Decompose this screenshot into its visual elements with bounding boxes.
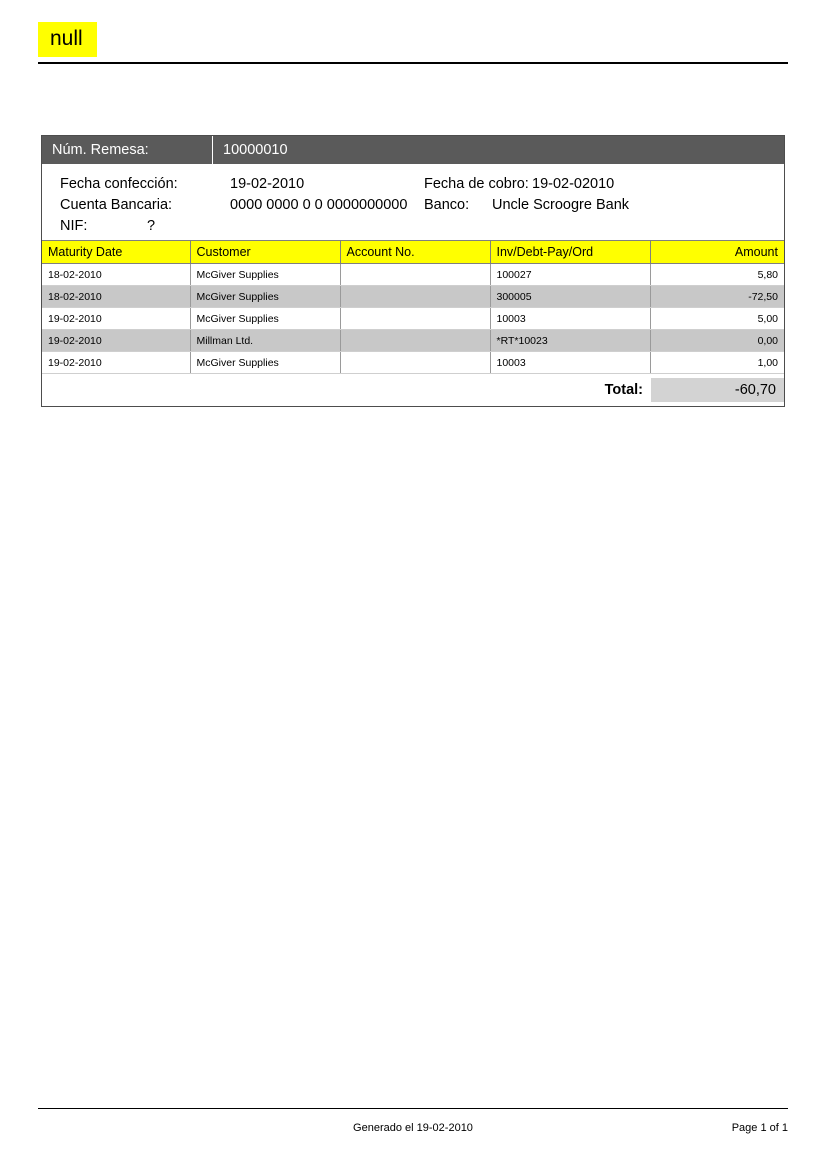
table-row: [42, 264, 784, 286]
cell-amount: -72,50: [650, 286, 784, 308]
column-header-maturity-date: Maturity Date: [42, 241, 190, 264]
page-title: null: [38, 22, 97, 57]
cell-customer: McGiver Supplies: [190, 286, 340, 308]
cell-invoice: 10003: [490, 352, 650, 374]
cell-invoice: 300005: [490, 286, 650, 308]
remittance-number-value: 10000010: [223, 142, 288, 158]
bank-account-value: 0000 0000 0 0 0000000000: [230, 197, 408, 213]
footer-generated-date: 19-02-2010: [416, 1122, 473, 1134]
cell-maturity-date: 18-02-2010: [42, 264, 190, 286]
creation-date-label: Fecha confección:: [60, 176, 178, 192]
cell-amount: 5,80: [650, 264, 784, 286]
cell-account-no: [340, 330, 490, 352]
table-row: [42, 352, 784, 374]
info-row-account: [42, 195, 784, 216]
remittance-header-bar: [42, 136, 784, 164]
cell-account-no: [340, 352, 490, 374]
info-row-dates: [42, 174, 784, 195]
column-header-amount: Amount: [650, 241, 784, 264]
cell-invoice: 10003: [490, 308, 650, 330]
collection-date-label: Fecha de cobro:: [424, 176, 529, 192]
table-row: [42, 330, 784, 352]
cell-amount: 5,00: [650, 308, 784, 330]
total-row: [42, 374, 784, 406]
cell-customer: McGiver Supplies: [190, 352, 340, 374]
cell-maturity-date: 19-02-2010: [42, 308, 190, 330]
cell-maturity-date: 19-02-2010: [42, 330, 190, 352]
table-header-row: [42, 241, 784, 264]
nif-value: ?: [147, 218, 156, 234]
column-header-invoice: Inv/Debt-Pay/Ord: [490, 241, 650, 264]
cell-amount: 0,00: [650, 330, 784, 352]
remittance-info-block: [42, 164, 784, 240]
cell-account-no: [340, 286, 490, 308]
cell-customer: McGiver Supplies: [190, 264, 340, 286]
bank-value: Uncle Scroogre Bank: [492, 197, 630, 213]
creation-date-value: 19-02-2010: [230, 176, 305, 192]
remittance-number-label: Núm. Remesa:: [52, 142, 149, 158]
footer-divider: [38, 1108, 788, 1109]
bank-label: Banco:: [424, 197, 470, 213]
remittance-table: [42, 240, 784, 374]
cell-account-no: [340, 264, 490, 286]
cell-maturity-date: 18-02-2010: [42, 286, 190, 308]
cell-amount: 1,00: [650, 352, 784, 374]
cell-account-no: [340, 308, 490, 330]
remittance-panel: [41, 135, 785, 407]
collection-date-value: 19-02-02010: [532, 176, 615, 192]
total-label: Total:: [604, 382, 643, 398]
bank-account-label: Cuenta Bancaria:: [60, 197, 173, 213]
cell-maturity-date: 19-02-2010: [42, 352, 190, 374]
cell-invoice: 100027: [490, 264, 650, 286]
table-row: [42, 308, 784, 330]
cell-customer: Millman Ltd.: [190, 330, 340, 352]
info-row-nif: [42, 216, 784, 237]
cell-customer: McGiver Supplies: [190, 308, 340, 330]
column-header-customer: Customer: [190, 241, 340, 264]
footer-generated-label: Generado el: [353, 1122, 414, 1134]
cell-invoice: *RT*10023: [490, 330, 650, 352]
total-value: -60,70: [651, 378, 784, 402]
header-divider: [38, 62, 788, 64]
table-row: [42, 286, 784, 308]
footer-page-info: Page 1 of 1: [731, 1122, 788, 1134]
column-header-account-no: Account No.: [340, 241, 490, 264]
document-header: [38, 22, 788, 57]
nif-label: NIF:: [60, 218, 88, 234]
